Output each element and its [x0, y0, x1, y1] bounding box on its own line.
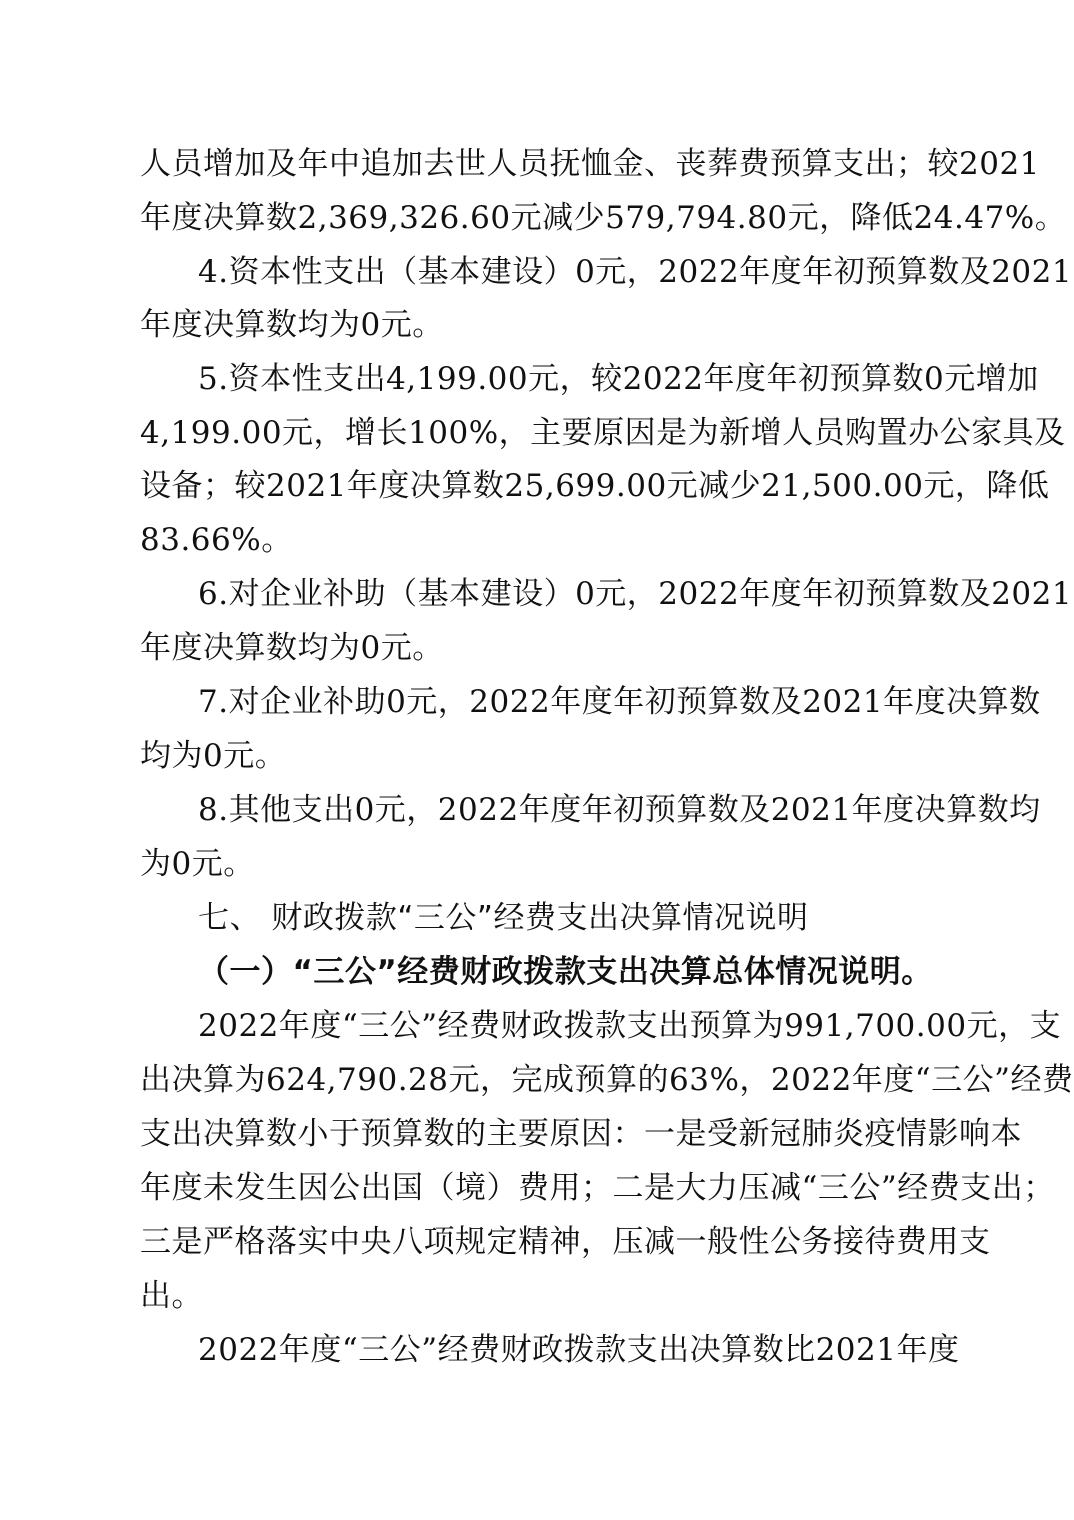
text-line: 人员增加及年中追加去世人员抚恤金、丧葬费预算支出；较2021	[140, 146, 1040, 182]
text-line: 三是严格落实中央八项规定精神，压减一般性公务接待费用支	[140, 1224, 991, 1260]
paragraph-item-5: 5.资本性支出4,199.00元，较2022年度年初预算数0元增加	[198, 361, 1039, 397]
paragraph-comparison: 2022年度“三公”经费财政拨款支出决算数比2021年度	[198, 1332, 960, 1368]
subsection-heading: （一）“三公”经费财政拨款支出决算总体情况说明。	[198, 954, 933, 990]
text-line: 年度决算数2,369,326.60元减少579,794.80元，降低24.47%。	[140, 200, 1067, 236]
text-line: 设备；较2021年度决算数25,699.00元减少21,500.00元，降低	[140, 468, 1050, 504]
paragraph-item-6: 6.对企业补助（基本建设）0元，2022年度年初预算数及2021	[198, 576, 1073, 612]
text-line: 出。	[140, 1278, 203, 1314]
text-line: 83.66%。	[140, 522, 293, 558]
paragraph-item-8: 8.其他支出0元，2022年度年初预算数及2021年度决算数均	[198, 792, 1041, 828]
text-line: 4,199.00元，增长100%，主要原因是为新增人员购置办公家具及	[140, 415, 1066, 451]
text-line: 为0元。	[140, 846, 255, 882]
text-line: 均为0元。	[140, 738, 287, 774]
paragraph-item-4: 4.资本性支出（基本建设）0元，2022年度年初预算数及2021	[198, 254, 1073, 290]
text-line: 出决算为624,790.28元，完成预算的63%，2022年度“三公”经费	[140, 1062, 1074, 1098]
paragraph-item-7: 7.对企业补助0元，2022年度年初预算数及2021年度决算数	[198, 684, 1041, 720]
paragraph-summary: 2022年度“三公”经费财政拨款支出预算为991,700.00元，支	[198, 1008, 1062, 1044]
text-line: 年度决算数均为0元。	[140, 307, 444, 343]
text-line: 年度决算数均为0元。	[140, 630, 444, 666]
section-heading: 七、 财政拨款“三公”经费支出决算情况说明	[198, 900, 809, 936]
text-line: 年度未发生因公出国（境）费用；二是大力压减“三公”经费支出；	[140, 1170, 1055, 1206]
text-line: 支出决算数小于预算数的主要原因：一是受新冠肺炎疫情影响本	[140, 1116, 1022, 1152]
